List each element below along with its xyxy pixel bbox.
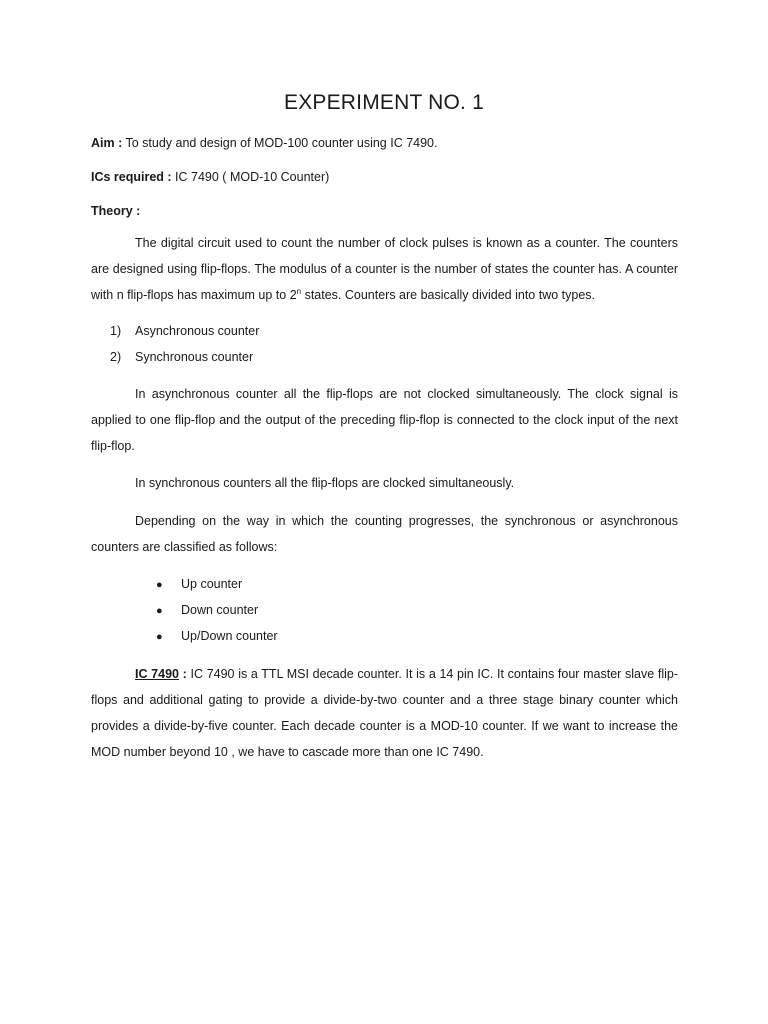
counter-classes-list	[156, 571, 278, 649]
page-title: EXPERIMENT NO. 1	[283, 91, 485, 114]
sync-paragraph	[91, 470, 678, 496]
list-item-number: 1)	[110, 324, 122, 338]
theory-text-a: The digital circuit used to count the number of clock pulses is known as a counter. The counters are designed using flip-flops. The modulus of a counter is the number of states the counter has. A counter with n flip-flops has maximum up to 2	[91, 236, 678, 302]
list-item	[156, 571, 278, 597]
async-text: In asynchronous counter all the flip-flops are not clocked simultaneously. The clock signal is applied to one flip-flop and the output of the preceding flip-flop is connected to the clock input of the next flip-flop.	[91, 387, 678, 453]
counter-types-list	[110, 318, 259, 370]
list-item	[110, 344, 259, 370]
ics-line	[91, 170, 329, 184]
ic-label: IC 7490	[135, 667, 179, 681]
list-item	[110, 318, 259, 344]
classify-paragraph	[91, 508, 678, 560]
aim-text: To study and design of MOD-100 counter using IC 7490.	[122, 136, 438, 150]
list-item-text: Asynchronous counter	[135, 324, 260, 338]
ic-text: IC 7490 is a TTL MSI decade counter. It is a 14 pin IC. It contains four master slave flip-flops and additional gating to provide a divide-by-two counter and a three stage binary counter which provides a divide-by-five counter. Each decade counter is a MOD-10 counter. If we want to increase the MOD number beyond 10 , we have to cascade more than one IC 7490.	[91, 667, 678, 759]
list-item-number: 2)	[110, 350, 122, 364]
list-item-text: Synchronous counter	[135, 350, 254, 364]
bullet-icon: ●	[156, 605, 163, 617]
list-item-text: Up counter	[181, 577, 243, 591]
theory-paragraph	[91, 230, 678, 308]
async-paragraph	[91, 381, 678, 459]
classify-text: Depending on the way in which the counting progresses, the synchronous or asynchronous counters are classified as follows:	[91, 514, 678, 554]
ic-paragraph	[91, 661, 678, 765]
theory-superscript: n	[296, 286, 302, 296]
theory-heading: Theory :	[91, 204, 141, 218]
list-item	[156, 597, 278, 623]
theory-text-b: states. Counters are basically divided into two types.	[301, 288, 595, 302]
aim-label: Aim :	[91, 136, 123, 150]
list-item-text: Up/Down counter	[181, 629, 278, 643]
bullet-icon: ●	[156, 579, 163, 591]
list-item	[156, 623, 278, 649]
aim-line	[91, 136, 437, 150]
ics-label: ICs required :	[91, 170, 172, 184]
bullet-icon: ●	[156, 631, 163, 643]
list-item-text: Down counter	[181, 603, 259, 617]
ic-separator: :	[179, 667, 187, 681]
sync-text: In synchronous counters all the flip-flops are clocked simultaneously.	[135, 476, 515, 490]
ics-text: IC 7490 ( MOD-10 Counter)	[171, 170, 330, 184]
